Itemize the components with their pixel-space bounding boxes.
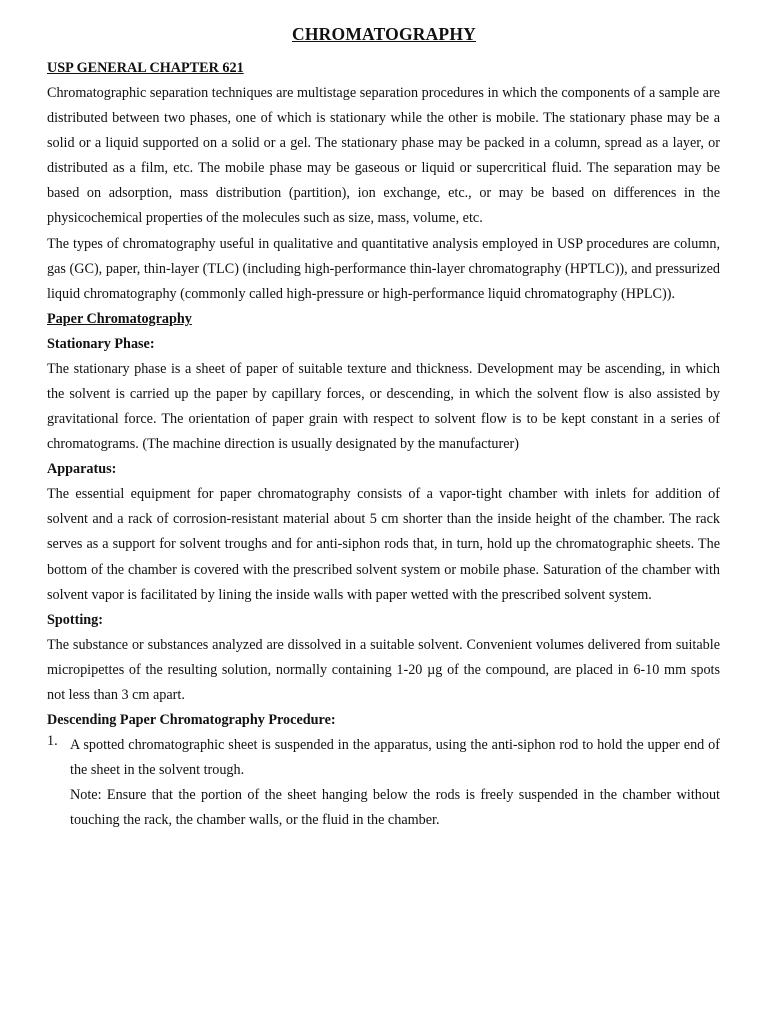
- step-note: Note: Ensure that the portion of the sheet hanging below the rods is freely suspended in the chamber without touching the rack, the chamber walls, or the fluid in the chamber.: [70, 787, 720, 829]
- spotting-paragraph: The substance or substances analyzed are dissolved in a suitable solvent. Convenient volumes delivered from suitable micropipettes of the resulting solution, normally containing 1-20 µg of the compound, are placed in 6-10 mm spots not less than 3 cm apart.: [47, 636, 720, 703]
- intro-paragraph-1: Chromatographic separation techniques are multistage separation procedures in which the components of a sample are distributed between two phases, one of which is stationary while the other is mobile. The stationary phase may be a solid or a liquid supported on a solid or a gel. The stationary phase may be packed in a column, spread as a layer, or distributed as a film, etc. The mobile phase may be gaseous or liquid or supercritical fluid. The separation may be based on adsorption, mass distribution (partition), ion exchange, etc., or may be based on differences in the physicochemical properties of the molecules such as size, mass, volume, etc.: [47, 85, 720, 227]
- document-title: CHROMATOGRAPHY: [292, 24, 476, 44]
- procedure-step: [47, 733, 720, 833]
- intro-paragraph-2: The types of chromatography useful in qualitative and quantitative analysis employed in USP procedures are column, gas (GC), paper, thin-layer (TLC) (including high-performance thin-layer chromatography (HPTLC)), and pressurized liquid chromatography (commonly called high-pressure or high-performance liquid chromatography (HPLC)).: [47, 235, 720, 302]
- stationary-phase-paragraph: The stationary phase is a sheet of paper of suitable texture and thickness. Development may be ascending, in which the solvent is carried up the paper by capillary forces, or descending, in which the solvent flow is also assisted by gravitational force. The orientation of paper grain with respect to solvent flow is to be kept constant in a series of chromatograms. (The machine direction is usually designated by the manufacturer): [47, 360, 720, 453]
- stationary-phase-heading: Stationary Phase:: [47, 335, 155, 352]
- procedure-steps: [47, 733, 720, 833]
- document-body: [47, 56, 720, 833]
- paper-chromatography-heading: Paper Chromatography: [47, 310, 192, 327]
- step-text: A spotted chromatographic sheet is suspended in the apparatus, using the anti-siphon rod to hold the upper end of the sheet in the solvent trough.: [70, 736, 720, 779]
- spotting-heading: Spotting:: [47, 611, 103, 628]
- chapter-heading: USP GENERAL CHAPTER 621: [47, 60, 244, 76]
- step-number: 1.: [47, 732, 58, 749]
- apparatus-heading: Apparatus:: [47, 461, 117, 478]
- apparatus-paragraph: The essential equipment for paper chromatography consists of a vapor-tight chamber with inlets for addition of solvent and a rack of corrosion-resistant material about 5 cm shorter than the inside height of the chamber. The rack serves as a support for solvent troughs and for anti-siphon rods that, in turn, hold up the chromatographic sheets. The bottom of the chamber is covered with the prescribed solvent system or mobile phase. Saturation of the chamber with solvent vapor is facilitated by lining the inside walls with paper wetted with the prescribed solvent system.: [47, 486, 720, 603]
- descending-procedure-heading: Descending Paper Chromatography Procedure:: [47, 711, 336, 728]
